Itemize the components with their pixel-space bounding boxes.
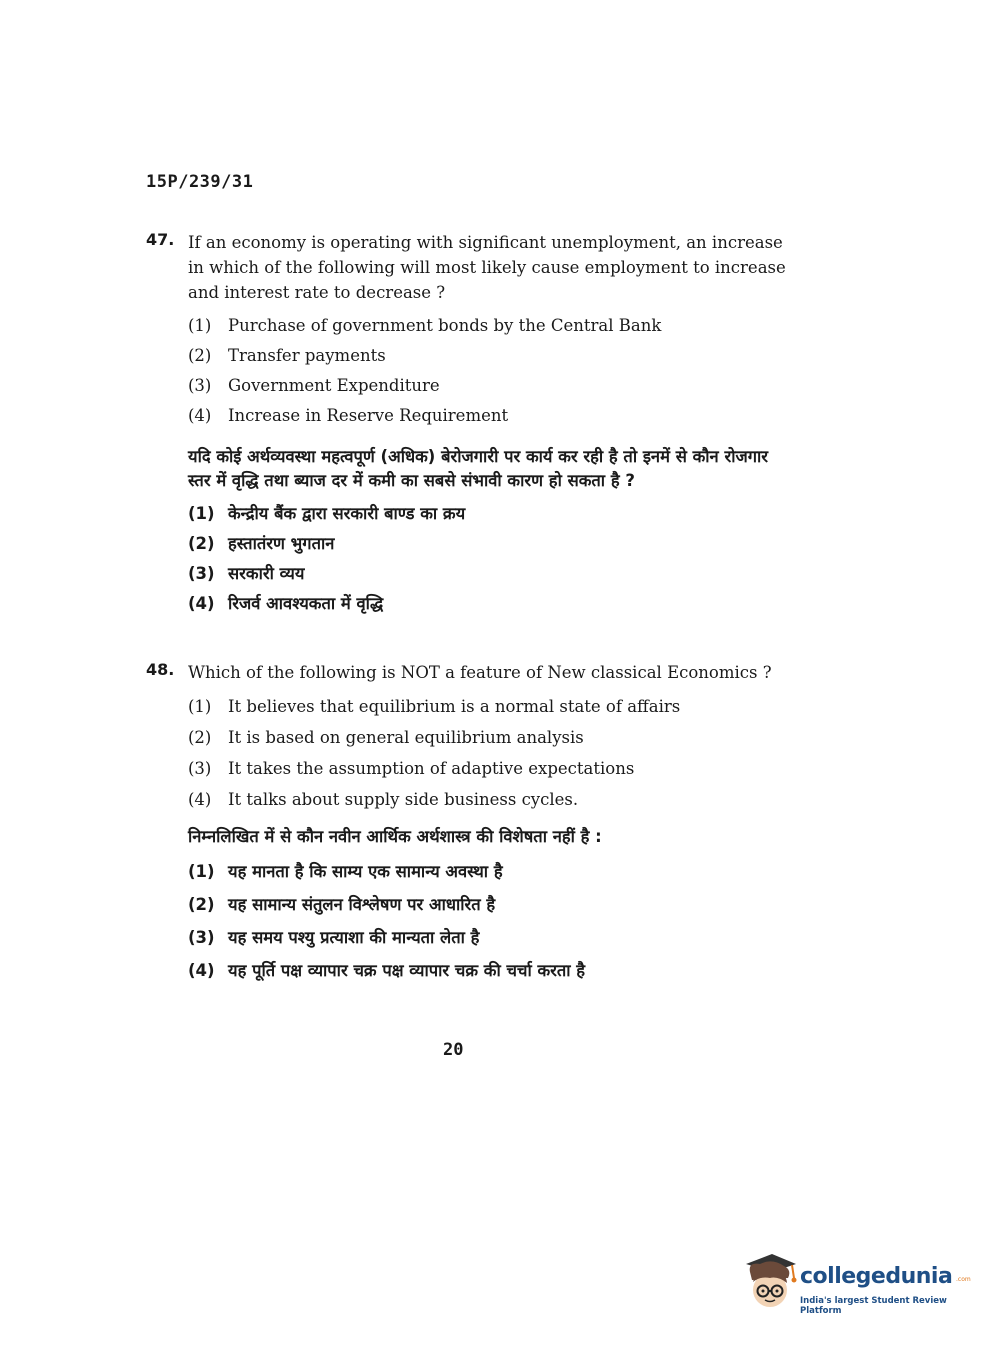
option-number: (4) xyxy=(188,790,212,809)
page-number: 20 xyxy=(443,1040,464,1060)
option-text: सरकारी व्यय xyxy=(228,564,305,583)
logo-tagline: India's largest Student Review Platform xyxy=(800,1296,947,1316)
question-47 xyxy=(146,230,786,619)
question-number: 47. xyxy=(146,230,175,249)
question-number: 48. xyxy=(146,660,175,679)
option-number: (2) xyxy=(188,534,215,553)
option xyxy=(188,888,786,921)
option-text: Transfer payments xyxy=(228,346,386,365)
option-text: Government Expenditure xyxy=(228,376,440,395)
option xyxy=(188,753,786,784)
option xyxy=(188,691,786,722)
option xyxy=(188,954,786,987)
option xyxy=(188,855,786,888)
options-hindi xyxy=(188,855,786,987)
option xyxy=(188,311,786,341)
option-number: (3) xyxy=(188,564,215,583)
option-number: (3) xyxy=(188,759,212,778)
option xyxy=(188,722,786,753)
question-text-english: Which of the following is NOT a feature of New classical Economics ? xyxy=(188,663,772,682)
option-text: यह समय पश्यु प्रत्याशा की मान्यता लेता है xyxy=(228,928,480,947)
option-text: Increase in Reserve Requirement xyxy=(228,406,509,425)
option xyxy=(188,371,786,401)
option-text: हस्तातंरण भुगतान xyxy=(228,534,335,553)
option-text: It is based on general equilibrium analysis xyxy=(228,728,584,747)
logo-suffix: .com xyxy=(956,1276,971,1283)
option-number: (4) xyxy=(188,961,215,980)
option-text: केन्द्रीय बैंक द्वारा सरकारी बाण्ड का क्रय xyxy=(228,504,466,523)
options-hindi xyxy=(188,499,786,619)
option-number: (1) xyxy=(188,316,212,335)
option-text: रिजर्व आवश्यकता में वृद्धि xyxy=(228,594,384,613)
option-number: (2) xyxy=(188,895,215,914)
option xyxy=(188,559,786,589)
option-text: यह मानता है कि साम्य एक सामान्य अवस्था है xyxy=(228,862,503,881)
question-text-english: If an economy is operating with significant unemployment, an increase in which of the following will most likely cause employment to increase and interest rate to decrease ? xyxy=(188,233,786,302)
option-text: It talks about supply side business cycles. xyxy=(228,790,579,809)
options-english xyxy=(188,311,786,431)
option-text: It takes the assumption of adaptive expectations xyxy=(228,759,635,778)
option xyxy=(188,401,786,431)
option-number: (2) xyxy=(188,728,212,747)
option-number: (1) xyxy=(188,504,215,523)
option xyxy=(188,589,786,619)
question-text-hindi: यदि कोई अर्थव्यवस्था महत्वपूर्ण (अधिक) बेरोजगारी पर कार्य कर रही है तो इनमें से कौन रोजगार स्तर में वृद्धि तथा ब्याज दर में कमी का सबसे संभावी कारण हो सकता है ? xyxy=(188,447,769,490)
option-number: (4) xyxy=(188,594,215,613)
mascot-icon xyxy=(742,1250,798,1314)
option-number: (3) xyxy=(188,928,215,947)
option xyxy=(188,341,786,371)
option-number: (3) xyxy=(188,376,212,395)
option-text: It believes that equilibrium is a normal state of affairs xyxy=(228,697,681,716)
paper-code: 15P/239/31 xyxy=(146,172,254,192)
option xyxy=(188,499,786,529)
options-english xyxy=(188,691,786,815)
option-number: (1) xyxy=(188,862,215,881)
option-number: (2) xyxy=(188,346,212,365)
option-number: (4) xyxy=(188,406,212,425)
question-text-hindi: निम्नलिखित में से कौन नवीन आर्थिक अर्थशास्त्र की विशेषता नहीं है : xyxy=(188,827,602,846)
logo-name: collegedunia xyxy=(800,1264,953,1289)
collegedunia-logo xyxy=(742,1250,972,1320)
option-text: यह सामान्य संतुलन विश्लेषण पर आधारित है xyxy=(228,895,496,914)
option xyxy=(188,529,786,559)
question-48 xyxy=(146,660,786,987)
option-text: Purchase of government bonds by the Central Bank xyxy=(228,316,662,335)
option xyxy=(188,784,786,815)
option-number: (1) xyxy=(188,697,212,716)
option-text: यह पूर्ति पक्ष व्यापार चक्र पक्ष व्यापार चक्र की चर्चा करता है xyxy=(228,961,586,980)
option xyxy=(188,921,786,954)
